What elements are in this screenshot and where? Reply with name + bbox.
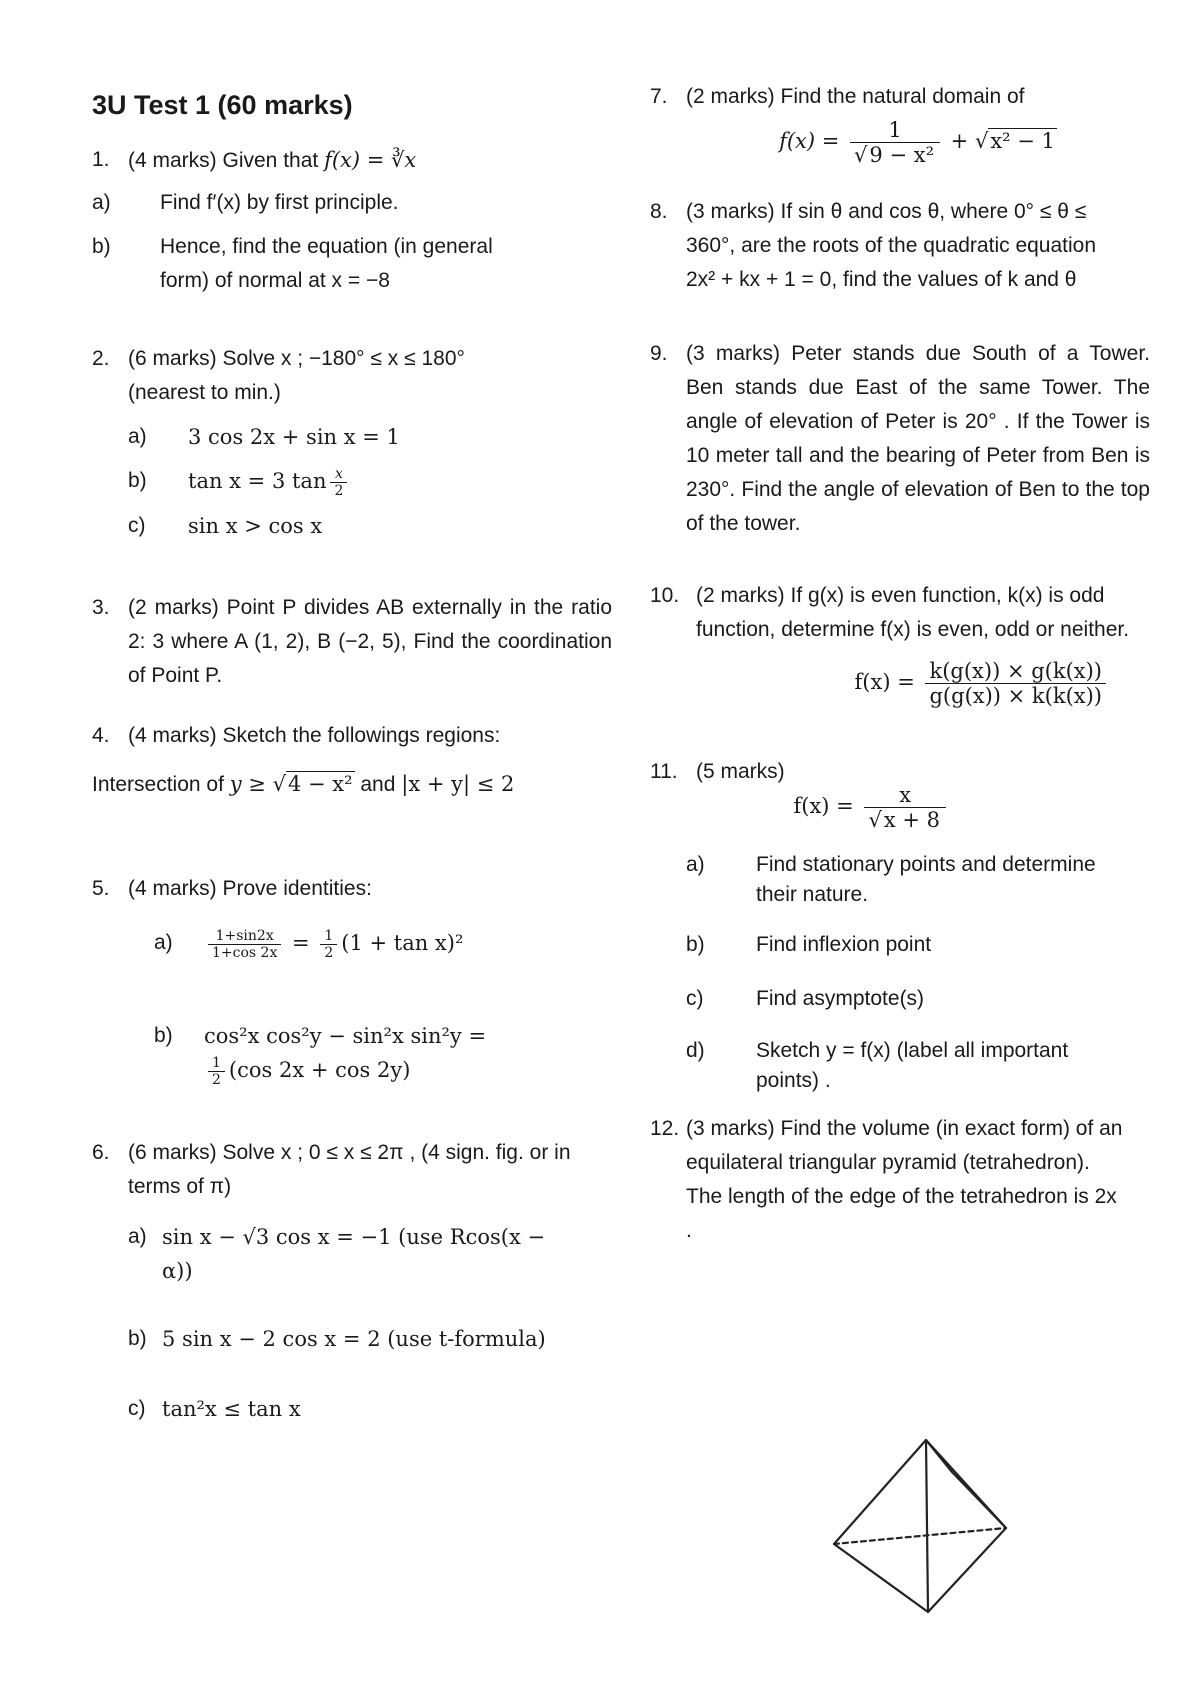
question-number: 9. [650,342,668,366]
fraction-numerator: 1 [850,118,940,143]
region-line [92,767,612,802]
question-number: 10. [650,584,680,608]
part-c [128,509,612,543]
page-title: 3U Test 1 (60 marks) [92,90,353,120]
sqrt-sign: √ [854,143,868,168]
left-column [92,80,612,1426]
question-text: (3 marks) Find the volume (in exact form) of an equilateral triangular pyramid (tetrahedron). The length of the edge of the tetrahedron is 2x . [686,1116,1123,1242]
part-label: a) [154,931,173,955]
fraction-numerator: 1 [320,928,337,945]
math-expression: (1 + tan x)² [341,931,464,956]
sqrt-sign: √ [868,807,882,832]
math-expression: sin x − √3 cos x = −1 (use Rcos(x − α)) [162,1225,546,1284]
domain-equation [686,118,1150,167]
question-9 [650,337,1150,541]
region-and: and [360,773,396,797]
question-number: 5. [92,877,110,901]
part-label: b) [92,235,111,258]
question-text: (3 marks) Peter stands due South of a Tower. Ben stands due East of the same Tower. The angle of elevation of Peter is 20° . If the Tower is 10 meter tall and the bearing of Peter from Ben is 230°. Find the angle of elevation of Ben to the top of the tower. [686,342,1150,536]
question-6 [92,1136,612,1426]
math-expression: tan x = 3 tan [188,469,327,493]
part-label: c) [128,1397,146,1421]
part-text: Hence, find the equation (in general form) of normal at x = −8 [160,235,493,292]
part-a [92,186,612,220]
question-text: (3 marks) If sin θ and cos θ, where 0° ≤ θ ≤ 360°, are the roots of the quadratic equation 2x² + kx + 1 = 0, find the values of k and θ [686,200,1097,292]
question-10 [650,579,1150,708]
part-a [686,850,1150,910]
math-expression: y ≥ [229,772,273,797]
part-label: a) [128,1225,147,1249]
sqrt-sign: √ [272,772,286,797]
math-expression: (cos 2x + cos 2y) [228,1058,411,1083]
part-text: Find f′(x) by first principle. [160,191,399,214]
math-expression: f(x) = ∛x [324,148,417,172]
question-7 [650,80,1150,167]
question-5 [92,872,612,1088]
part-text: Find stationary points and determine their nature. [756,852,1096,906]
question-8 [650,195,1150,297]
tetrahedron-edge [834,1440,1006,1612]
part-a [154,926,612,961]
math-expression: f(x) = [854,670,922,695]
question-text: (6 marks) Solve x ; −180° ≤ x ≤ 180° [128,347,465,370]
fraction-numerator: x [330,466,347,483]
part-label: a) [92,191,111,214]
question-text-2: (nearest to min.) [128,381,281,404]
fraction-numerator: x [864,783,946,808]
fraction-denominator: 2 [212,1072,221,1089]
question-2 [92,342,612,543]
part-label: b) [154,1024,173,1048]
question-number: 4. [92,724,110,748]
question-3 [92,591,612,693]
fraction-denominator: g(g(x)) × k(k(x)) [929,684,1102,709]
part-c [686,982,1150,1016]
function-equation [686,659,1150,708]
question-text: (6 marks) Solve x ; 0 ≤ x ≤ 2π , (4 sign. fig. or in terms of π) [128,1141,571,1199]
part-d [686,1036,1150,1096]
tetrahedron-edge [926,1440,928,1612]
question-number: 6. [92,1141,110,1165]
function-equation [686,783,1150,832]
question-number: 2. [92,347,110,370]
question-11 [650,755,1150,1096]
question-text: (4 marks) Sketch the followings regions: [128,724,501,748]
right-column [650,80,1150,1248]
question-text: (2 marks) Find the natural domain of [686,85,1025,108]
fraction-denominator: 2 [324,945,334,962]
math-expression: 3 cos 2x + sin x = 1 [188,425,400,449]
math-expression-2: |x + y| ≤ 2 [401,772,515,797]
part-text: Find asymptote(s) [756,986,925,1010]
part-text: Sketch y = f(x) (label all important points) . [756,1038,1069,1092]
radicand: 9 − x² [869,143,934,168]
part-label: b) [686,932,705,956]
math-expression: tan²x ≤ tan x [162,1397,301,1422]
math-expression: f(x) = [779,129,847,154]
question-4 [92,719,612,802]
part-text: Find inflexion point [756,932,932,956]
fraction-numerator: k(g(x)) × g(k(x)) [925,659,1106,684]
part-label: a) [686,852,705,876]
math-expression: sin x > cos x [188,514,323,539]
question-1 [92,143,612,298]
fraction-denominator: 1+cos 2x [212,945,278,962]
radicand: x + 8 [883,807,940,832]
math-expression: 5 sin x − 2 cos x = 2 (use t-formula) [162,1327,546,1352]
question-text: (5 marks) [696,759,785,783]
question-number: 11. [650,759,678,783]
part-b [154,1019,612,1088]
question-12 [650,1112,1150,1248]
question-text: (2 marks) If g(x) is even function, k(x) is odd function, determine f(x) is even, odd or neither. [696,584,1130,642]
math-expression: f(x) = [793,793,861,818]
part-a [128,420,612,454]
question-number: 3. [92,596,110,620]
part-label: b) [128,469,147,492]
part-label: a) [128,425,147,448]
part-label: b) [128,1327,147,1351]
math-expression: = [292,931,317,956]
fraction-denominator: 2 [334,483,344,499]
question-text: (2 marks) Point P divides AB externally in the ratio 2: 3 where A (1, 2), B (−2, 5), Find the coordination of Point P. [128,596,612,688]
question-number: 8. [650,200,668,224]
part-c [128,1392,612,1426]
part-b [92,230,612,298]
plus-sign: + [944,129,975,154]
radicand: 4 − x² [287,772,353,797]
part-label: d) [686,1038,705,1062]
question-number: 7. [650,85,668,108]
tetrahedron-hidden-edge [834,1528,1006,1544]
fraction-numerator: 1 [208,1055,225,1072]
part-b [128,1322,612,1356]
part-label: c) [686,986,704,1010]
radicand: x² − 1 [990,129,1055,154]
tetrahedron-sketch [830,1432,1020,1622]
question-text: (4 marks) Given that [128,149,319,172]
question-number: 1. [92,148,110,171]
sqrt-sign: √ [974,129,989,154]
part-b [686,928,1150,962]
math-expression: cos²x cos²y − sin²x sin²y = [204,1024,487,1049]
region-prefix: Intersection of [92,773,224,797]
fraction-numerator: 1+sin2x [208,928,281,945]
part-b [128,464,612,499]
part-a [128,1220,612,1288]
question-text: (4 marks) Prove identities: [128,877,372,901]
part-label: c) [128,514,146,538]
question-number: 12. [650,1116,680,1140]
